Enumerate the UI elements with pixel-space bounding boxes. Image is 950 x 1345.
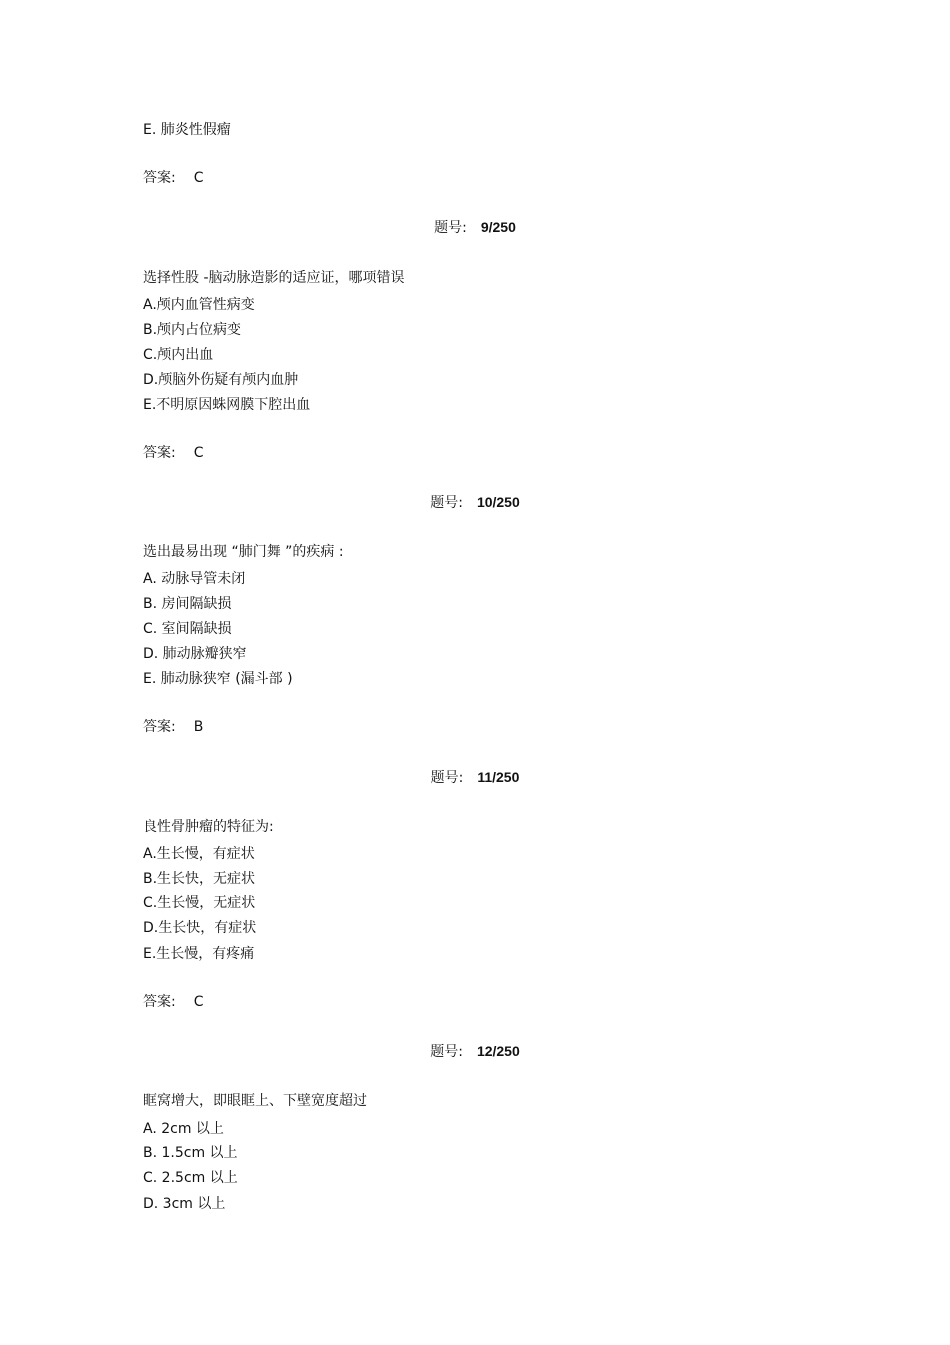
option-b: B.颅内占位病变 xyxy=(143,322,242,338)
question-header xyxy=(0,1042,950,1060)
question-text: 良性骨肿瘤的特征为: xyxy=(143,819,274,835)
option-c: C. 室间隔缺损 xyxy=(143,621,232,637)
question-header xyxy=(0,768,950,786)
option-a: A. 2cm 以上 xyxy=(143,1121,224,1137)
option-c: C.生长慢，无症状 xyxy=(143,895,256,911)
question-text: 选出最易出现 “肺门舞 ”的疾病 : xyxy=(143,544,344,560)
answer-line xyxy=(143,444,204,462)
answer-value: C xyxy=(193,994,204,1010)
option-b: B. 1.5cm 以上 xyxy=(143,1145,238,1161)
option-a: A.生长慢，有症状 xyxy=(143,846,255,862)
answer-line xyxy=(143,718,203,736)
answer-line xyxy=(143,169,204,187)
question-number: 10/250 xyxy=(476,494,520,510)
option-b: B.生长快，无症状 xyxy=(143,871,256,887)
option-e: E. 肺炎性假瘤 xyxy=(143,122,231,138)
option-e: E.不明原因蛛网膜下腔出血 xyxy=(143,397,311,413)
question-number: 12/250 xyxy=(476,1043,520,1059)
option-a: A.颅内血管性病变 xyxy=(143,297,255,313)
option-b: B. 房间隔缺损 xyxy=(143,596,232,612)
question-number-label: 题号: xyxy=(434,220,467,236)
answer-value: B xyxy=(193,719,204,735)
answer-label: 答案: xyxy=(143,170,176,186)
option-e: E. 肺动脉狭窄 (漏斗部 ) xyxy=(143,671,293,687)
question-number: 11/250 xyxy=(477,769,520,785)
question-number: 9/250 xyxy=(480,219,516,235)
question-header xyxy=(0,218,950,236)
question-text: 眶窝增大，即眼眶上、下壁宽度超过 xyxy=(143,1093,367,1109)
question-number-label: 题号: xyxy=(430,770,464,786)
option-c: C.颅内出血 xyxy=(143,347,214,363)
option-d: D.颅脑外伤疑有颅内血肿 xyxy=(143,372,299,388)
question-header xyxy=(0,493,950,511)
answer-line xyxy=(143,993,204,1011)
option-d: D. 肺动脉瓣狭窄 xyxy=(143,646,247,662)
answer-label: 答案: xyxy=(143,719,176,735)
option-d: D.生长快，有症状 xyxy=(143,920,257,936)
answer-value: C xyxy=(193,445,204,461)
option-c: C. 2.5cm 以上 xyxy=(143,1170,238,1186)
answer-label: 答案: xyxy=(143,994,176,1010)
option-d: D. 3cm 以上 xyxy=(143,1196,226,1212)
question-number-label: 题号: xyxy=(430,495,463,511)
question-number-label: 题号: xyxy=(430,1044,463,1060)
option-e: E.生长慢，有疼痛 xyxy=(143,946,255,962)
answer-value: C xyxy=(193,170,204,186)
answer-label: 答案: xyxy=(143,445,176,461)
option-a: A. 动脉导管未闭 xyxy=(143,571,246,587)
question-text: 选择性股 -脑动脉造影的适应证，哪项错误 xyxy=(143,270,405,286)
